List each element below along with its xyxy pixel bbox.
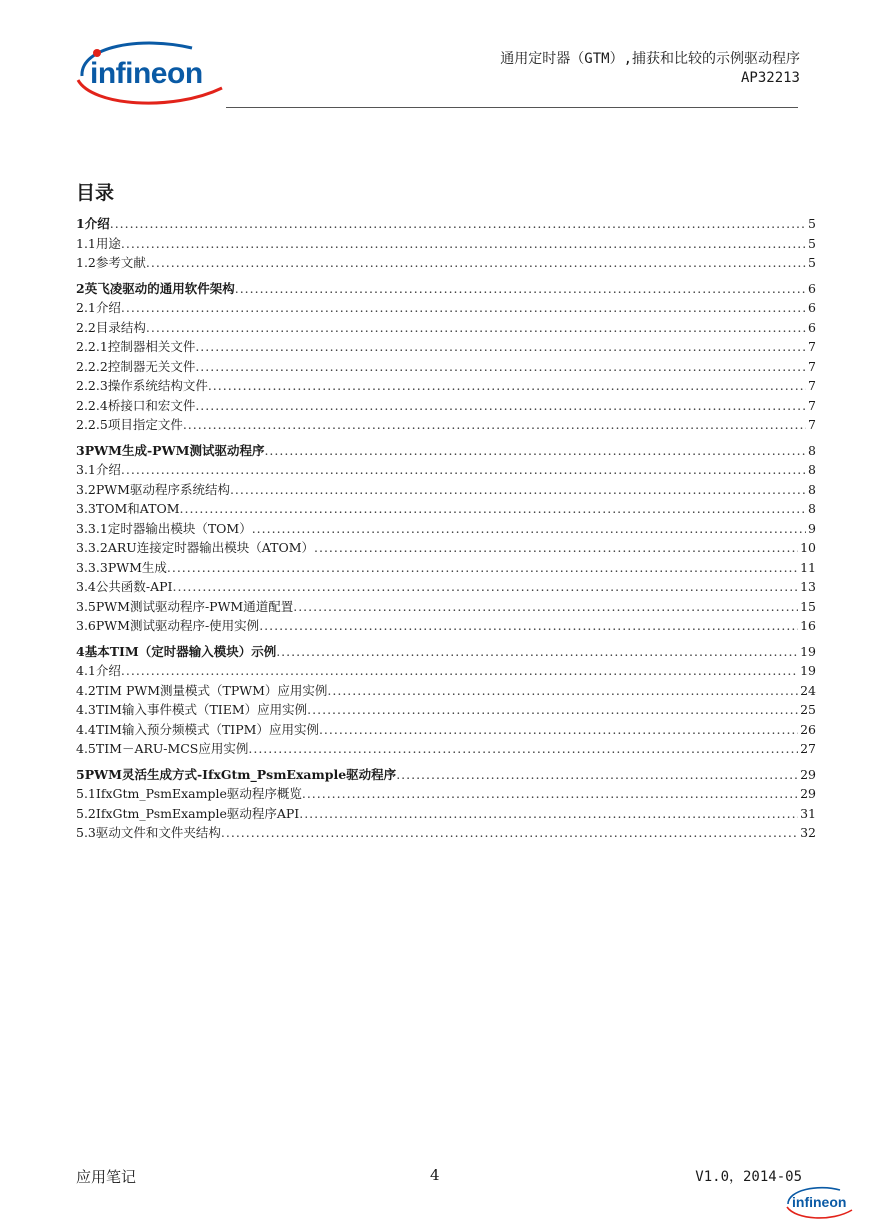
toc-section-entry[interactable]: [76, 700, 816, 720]
toc-entry-title: TIM－ARU-MCS应用实例: [95, 741, 249, 756]
toc-entry-number: 3.6: [76, 618, 96, 633]
toc-section-entry[interactable]: [76, 577, 816, 597]
toc-section-entry[interactable]: [76, 298, 816, 318]
toc-entry-title: 定时器输出模块（TOM）: [107, 520, 252, 536]
toc-entry-number: 2.2.2: [76, 358, 108, 374]
toc-entry-number: 5.1: [76, 786, 96, 801]
toc-entry-page: 6: [808, 319, 816, 335]
toc-dot-leader: [195, 359, 806, 374]
toc-entry-number: 3.1: [76, 462, 96, 477]
toc-section-entry[interactable]: [76, 804, 816, 824]
title-line-2: AP32213: [740, 69, 800, 86]
toc-dot-leader: [293, 599, 798, 614]
toc-dot-leader: [121, 462, 806, 477]
toc-entry-number: 2: [76, 280, 85, 296]
toc-section-entry[interactable]: [76, 480, 816, 500]
footer-infineon-logo: [784, 1184, 854, 1220]
toc-entry-page: 19: [800, 643, 816, 659]
toc-section-entry[interactable]: [76, 661, 816, 681]
toc-entry-page: 29: [800, 766, 816, 782]
toc-dot-leader: [121, 663, 798, 678]
toc-section-entry[interactable]: [76, 234, 816, 254]
toc-entry-number: 3.3: [76, 501, 96, 516]
toc-entry-number: 3.5: [76, 598, 96, 614]
toc-entry-page: 27: [800, 741, 816, 756]
footer-version-date: V1.0，2014-05: [695, 1169, 802, 1185]
toc-entry-page: 11: [800, 559, 816, 575]
toc-entry-page: 8: [808, 462, 816, 477]
toc-entry-number: 1.1: [76, 235, 96, 251]
toc-section-entry[interactable]: [76, 376, 816, 396]
toc-entry-number: 3: [76, 442, 85, 458]
toc-entry-title: TIM输入预分频模式（TIPM）应用实例: [95, 721, 319, 737]
toc-dot-leader: [221, 825, 798, 840]
toc-entry-page: 7: [808, 378, 816, 393]
toc-entry-title: 驱动文件和文件夹结构: [95, 825, 221, 840]
toc-entry-title: 基本TIM（定时器输入模块）示例: [84, 643, 277, 659]
toc-section-entry[interactable]: [76, 253, 816, 273]
toc-entry-page: 6: [808, 280, 816, 296]
toc-section-entry[interactable]: [76, 538, 816, 558]
table-of-contents: [76, 214, 816, 843]
toc-entry-number: 5.2: [76, 805, 96, 821]
toc-dot-leader: [319, 722, 798, 737]
toc-section-entry[interactable]: [76, 720, 816, 740]
toc-entry-title: 参考文献: [95, 255, 146, 270]
toc-entry-title: 控制器相关文件: [107, 339, 196, 354]
toc-dot-leader: [264, 443, 806, 458]
toc-dot-leader: [327, 683, 798, 698]
toc-entry-page: 7: [808, 339, 816, 354]
toc-entry-title: PWM测试驱动程序-PWM通道配置: [95, 598, 294, 614]
toc-dot-leader: [252, 521, 806, 536]
toc-dot-leader: [183, 417, 806, 432]
toc-entry-number: 5: [76, 766, 85, 782]
footer-doc-type: 应用笔记: [76, 1168, 137, 1186]
toc-entry-title: 公共函数-API: [95, 579, 173, 594]
toc-entry-number: 4.2: [76, 682, 96, 698]
toc-entry-title: TOM和ATOM: [95, 501, 180, 516]
toc-dot-leader: [121, 300, 806, 315]
toc-entry-title: 英飞凌驱动的通用软件架构: [84, 280, 235, 296]
toc-dot-leader: [146, 255, 806, 270]
toc-section-entry[interactable]: [76, 499, 816, 519]
toc-entry-page: 6: [808, 300, 816, 315]
toc-entry-page: 7: [808, 417, 816, 432]
toc-section-entry[interactable]: [76, 460, 816, 480]
toc-section-entry[interactable]: [76, 396, 816, 416]
toc-entry-title: TIM PWM测量模式（TPWM）应用实例: [95, 682, 328, 698]
toc-entry-page: 16: [800, 618, 816, 633]
toc-entry-number: 2.2.3: [76, 378, 108, 393]
toc-entry-title: 介绍: [95, 300, 121, 315]
toc-section-entry[interactable]: [76, 337, 816, 357]
toc-entry-page: 29: [800, 786, 816, 801]
toc-entry-number: 4.5: [76, 741, 96, 756]
toc-section-entry[interactable]: [76, 597, 816, 617]
toc-chapter-entry[interactable]: [76, 765, 816, 785]
toc-entry-number: 3.4: [76, 579, 96, 594]
toc-entry-number: 2.2.4: [76, 397, 108, 413]
toc-entry-page: 8: [808, 481, 816, 497]
toc-dot-leader: [302, 786, 798, 801]
toc-entry-title: IfxGtm_PsmExample驱动程序API: [95, 805, 300, 821]
toc-entry-number: 5.3: [76, 825, 96, 840]
toc-entry-number: 3.2: [76, 481, 96, 497]
toc-entry-title: 用途: [95, 235, 121, 251]
toc-entry-page: 15: [800, 598, 816, 614]
toc-dot-leader: [259, 618, 798, 633]
toc-entry-title: IfxGtm_PsmExample驱动程序概览: [95, 786, 302, 801]
toc-section-entry[interactable]: [76, 823, 816, 843]
toc-chapter-entry[interactable]: [76, 279, 816, 299]
toc-entry-page: 10: [800, 540, 816, 555]
toc-entry-number: 4.3: [76, 702, 96, 717]
toc-entry-page: 7: [808, 358, 816, 374]
toc-entry-title: TIM输入事件模式（TIEM）应用实例: [95, 702, 308, 717]
toc-entry-page: 32: [800, 825, 816, 840]
toc-entry-title: 介绍: [95, 462, 121, 477]
toc-entry-title: PWM测试驱动程序-使用实例: [95, 618, 260, 633]
toc-dot-leader: [248, 741, 798, 756]
toc-dot-leader: [396, 767, 798, 782]
toc-dot-leader: [299, 806, 798, 821]
toc-entry-title: 介绍: [84, 216, 110, 231]
title-line-1: 通用定时器（GTM）,捕获和比较的示例驱动程序: [500, 51, 800, 67]
toc-entry-title: 项目指定文件: [107, 417, 183, 432]
toc-chapter-entry[interactable]: [76, 642, 816, 662]
toc-entry-title: 介绍: [95, 663, 121, 678]
toc-dot-leader: [276, 644, 798, 659]
toc-entry-page: 8: [808, 501, 816, 516]
toc-entry-number: 2.2: [76, 319, 96, 335]
toc-dot-leader: [195, 339, 806, 354]
toc-dot-leader: [235, 281, 806, 296]
toc-entry-title: PWM生成: [107, 559, 167, 575]
toc-entry-page: 25: [800, 702, 816, 717]
footer-page-number: 4: [430, 1166, 440, 1184]
toc-dot-leader: [146, 320, 806, 335]
toc-entry-number: 2.1: [76, 300, 96, 315]
toc-dot-leader: [195, 398, 806, 413]
toc-dot-leader: [121, 236, 806, 251]
toc-dot-leader: [208, 378, 806, 393]
toc-dot-leader: [167, 560, 798, 575]
toc-entry-page: 5: [808, 235, 816, 251]
toc-entry-page: 5: [808, 255, 816, 270]
toc-entry-number: 4.1: [76, 663, 96, 678]
toc-entry-page: 5: [808, 216, 816, 231]
toc-section-entry[interactable]: [76, 616, 816, 636]
header-rule: [226, 107, 798, 108]
toc-section-entry[interactable]: [76, 519, 816, 539]
toc-entry-page: 8: [808, 442, 816, 458]
toc-entry-number: 2.2.1: [76, 339, 108, 354]
toc-entry-number: 1: [76, 216, 85, 231]
toc-entry-title: 目录结构: [95, 319, 146, 335]
toc-entry-page: 26: [800, 721, 816, 737]
toc-entry-page: 31: [800, 805, 816, 821]
toc-section-entry[interactable]: [76, 318, 816, 338]
toc-heading: 目录: [76, 182, 115, 204]
toc-entry-title: 桥接口和宏文件: [107, 397, 196, 413]
toc-entry-title: ARU连接定时器输出模块（ATOM）: [107, 540, 315, 555]
toc-dot-leader: [110, 216, 806, 231]
toc-entry-number: 2.2.5: [76, 417, 108, 432]
toc-entry-number: 4: [76, 643, 85, 659]
toc-entry-number: 1.2: [76, 255, 96, 270]
toc-dot-leader: [180, 501, 807, 516]
toc-section-entry[interactable]: [76, 357, 816, 377]
document-title: [500, 50, 800, 88]
toc-dot-leader: [307, 702, 798, 717]
toc-entry-page: 13: [800, 579, 816, 594]
toc-entry-title: PWM驱动程序系统结构: [95, 481, 230, 497]
toc-chapter-entry[interactable]: [76, 214, 816, 234]
toc-entry-page: 9: [808, 520, 816, 536]
toc-entry-page: 19: [800, 663, 816, 678]
logo-wordmark: infineon: [90, 57, 203, 90]
toc-chapter-entry[interactable]: [76, 441, 816, 461]
toc-section-entry[interactable]: [76, 784, 816, 804]
toc-entry-title: 控制器无关文件: [107, 358, 196, 374]
toc-entry-page: 7: [808, 397, 816, 413]
footer-logo-wordmark: infineon: [792, 1194, 847, 1210]
toc-dot-leader: [314, 540, 798, 555]
toc-entry-number: 3.3.2: [76, 540, 108, 555]
toc-section-entry[interactable]: [76, 681, 816, 701]
toc-entry-title: PWM生成-PWM测试驱动程序: [84, 442, 265, 458]
toc-entry-title: PWM灵活生成方式-IfxGtm_PsmExample驱动程序: [84, 766, 397, 782]
toc-section-entry[interactable]: [76, 415, 816, 435]
toc-entry-number: 4.4: [76, 721, 96, 737]
toc-dot-leader: [230, 482, 806, 497]
toc-entry-number: 3.3.3: [76, 559, 108, 575]
toc-section-entry[interactable]: [76, 739, 816, 759]
infineon-logo: [72, 36, 232, 108]
toc-section-entry[interactable]: [76, 558, 816, 578]
toc-entry-number: 3.3.1: [76, 520, 108, 536]
toc-entry-page: 24: [800, 682, 816, 698]
toc-entry-title: 操作系统结构文件: [107, 378, 208, 393]
toc-dot-leader: [173, 579, 799, 594]
